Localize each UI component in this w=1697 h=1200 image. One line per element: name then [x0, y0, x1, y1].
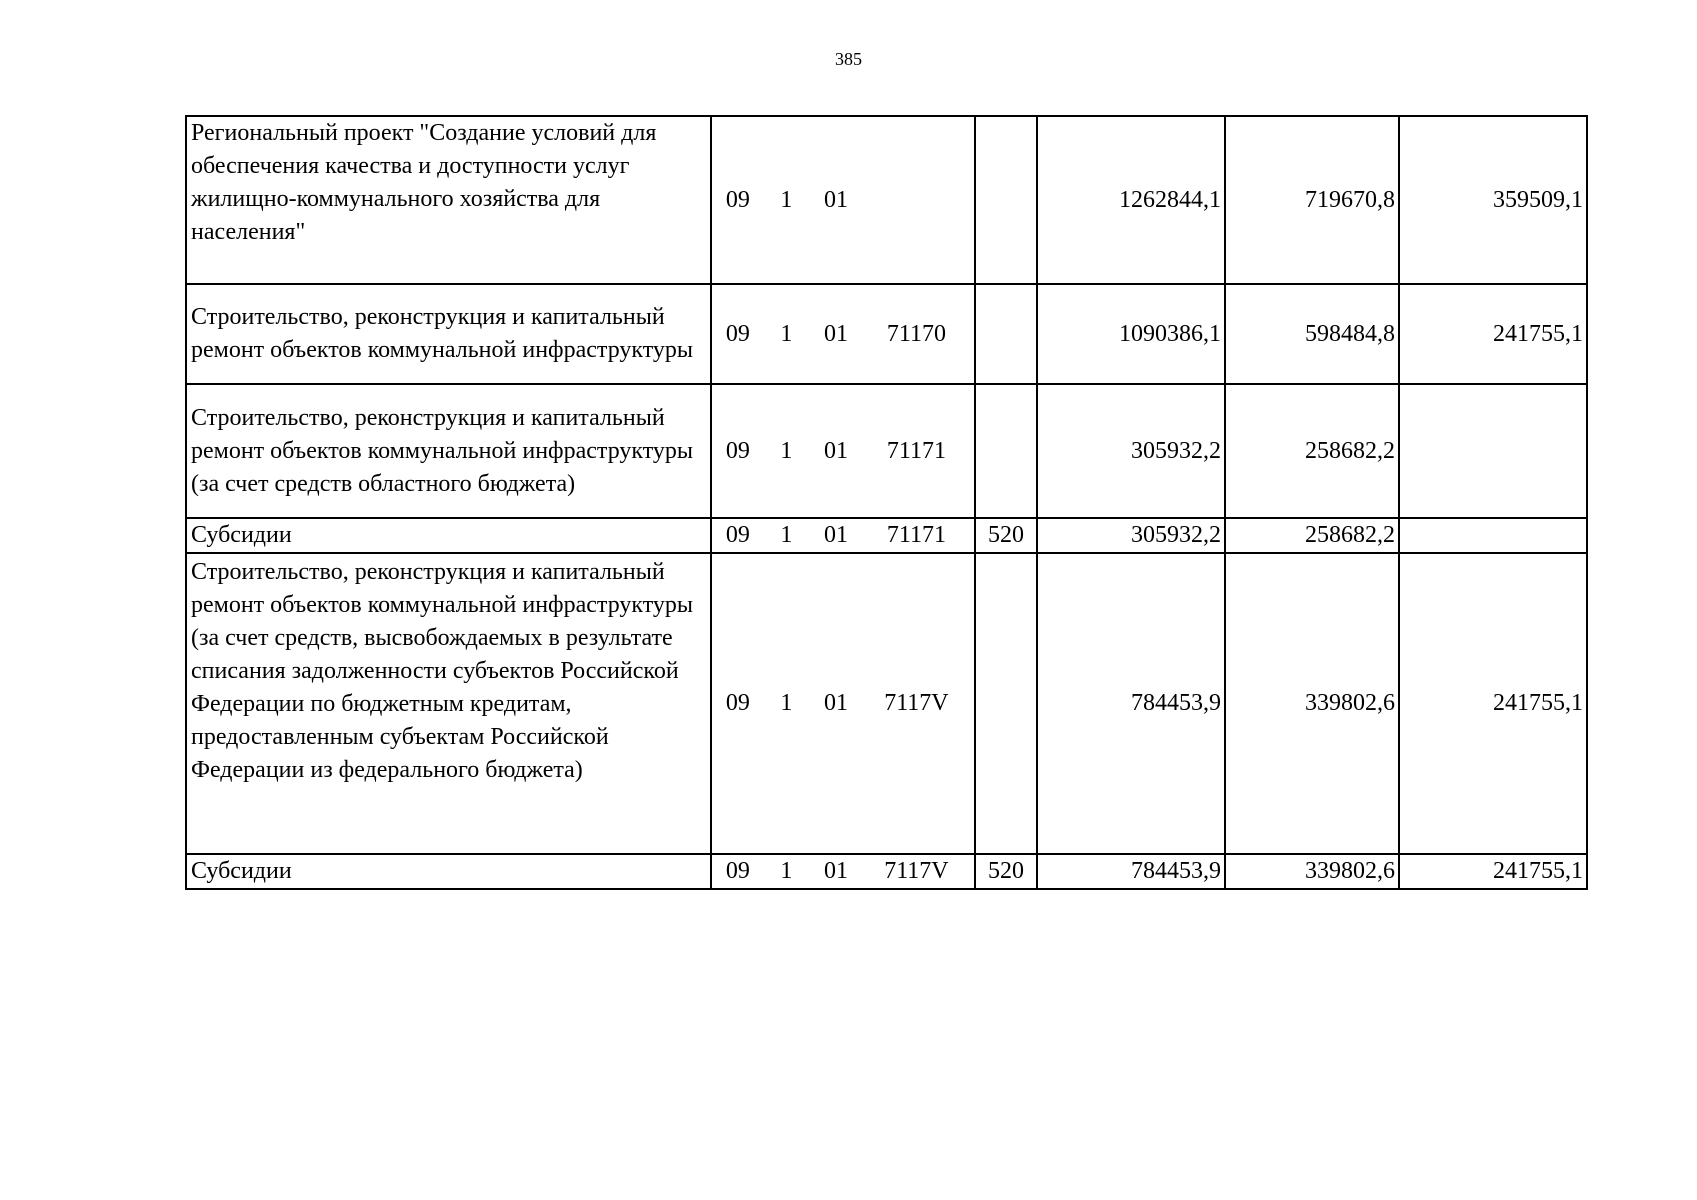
table-row: [186, 116, 1587, 284]
row-name: Региональный проект "Создание условий для обеспечения качества и доступности услуг жилищно-коммунального хозяйства для населения": [186, 116, 711, 284]
row-codes: [711, 518, 975, 553]
table-row: [186, 854, 1587, 889]
code-dir: 71171: [886, 522, 946, 548]
code-vr: [975, 284, 1037, 384]
code-proj: 01: [824, 858, 849, 884]
row-name: Строительство, реконструкция и капитальный ремонт объектов коммунальной инфраструктуры (за счет средств, высвобождаемых в результате списания задолженности субъектов Российской Федерации по бюджетным кредитам, предоставленным субъектам Российской Федерации из федерального бюджета): [186, 553, 711, 854]
code-vr: 520: [975, 854, 1037, 889]
code-dir: 7117V: [884, 858, 949, 884]
table-row: [186, 284, 1587, 384]
sum-year-1: 1090386,1: [1037, 284, 1225, 384]
code-gp: 09: [725, 690, 750, 716]
code-dir: 71171: [886, 437, 946, 464]
sum-year-1: 305932,2: [1037, 518, 1225, 553]
sum-year-1: 784453,9: [1037, 854, 1225, 889]
sum-year-2: 258682,2: [1225, 518, 1399, 553]
row-name: Субсидии: [186, 854, 711, 889]
sum-year-1: 1262844,1: [1037, 116, 1225, 284]
sum-year-3: 359509,1: [1399, 116, 1587, 284]
row-name: Строительство, реконструкция и капитальный ремонт объектов коммунальной инфраструктуры: [186, 284, 711, 384]
sum-year-2: 339802,6: [1225, 854, 1399, 889]
code-gp: 09: [725, 437, 750, 464]
code-sub: 1: [780, 186, 793, 213]
code-proj: 01: [824, 186, 849, 213]
sum-year-3: [1399, 518, 1587, 553]
code-gp: 09: [725, 522, 750, 548]
row-codes: [711, 384, 975, 518]
page-number: 385: [835, 49, 862, 69]
row-codes: [711, 854, 975, 889]
code-gp: 09: [725, 186, 750, 213]
code-sub: 1: [780, 858, 793, 884]
code-proj: 01: [824, 522, 849, 548]
row-codes: [711, 284, 975, 384]
code-proj: 01: [824, 320, 849, 347]
code-dir: 7117V: [884, 690, 949, 716]
sum-year-1: 305932,2: [1037, 384, 1225, 518]
sum-year-2: 719670,8: [1225, 116, 1399, 284]
code-proj: 01: [824, 437, 849, 464]
row-codes: [711, 553, 975, 854]
code-vr: [975, 116, 1037, 284]
sum-year-2: 258682,2: [1225, 384, 1399, 518]
code-sub: 1: [780, 437, 793, 464]
table-row: [186, 553, 1587, 854]
sum-year-2: 339802,6: [1225, 553, 1399, 854]
sum-year-2: 598484,8: [1225, 284, 1399, 384]
row-name: Субсидии: [186, 518, 711, 553]
code-sub: 1: [780, 690, 793, 716]
table-row: [186, 518, 1587, 553]
sum-year-3: 241755,1: [1399, 284, 1587, 384]
code-dir: 71170: [886, 320, 946, 347]
sum-year-3: [1399, 384, 1587, 518]
table-row: [186, 384, 1587, 518]
code-vr: [975, 553, 1037, 854]
sum-year-3: 241755,1: [1399, 553, 1587, 854]
code-gp: 09: [725, 858, 750, 884]
row-name: Строительство, реконструкция и капитальный ремонт объектов коммунальной инфраструктуры (за счет средств областного бюджета): [186, 384, 711, 518]
budget-table: [185, 115, 1588, 890]
code-vr: 520: [975, 518, 1037, 553]
sum-year-1: 784453,9: [1037, 553, 1225, 854]
code-sub: 1: [780, 522, 793, 548]
code-gp: 09: [725, 320, 750, 347]
code-sub: 1: [780, 320, 793, 347]
code-vr: [975, 384, 1037, 518]
sum-year-3: 241755,1: [1399, 854, 1587, 889]
code-proj: 01: [824, 690, 849, 716]
row-codes: [711, 116, 975, 284]
